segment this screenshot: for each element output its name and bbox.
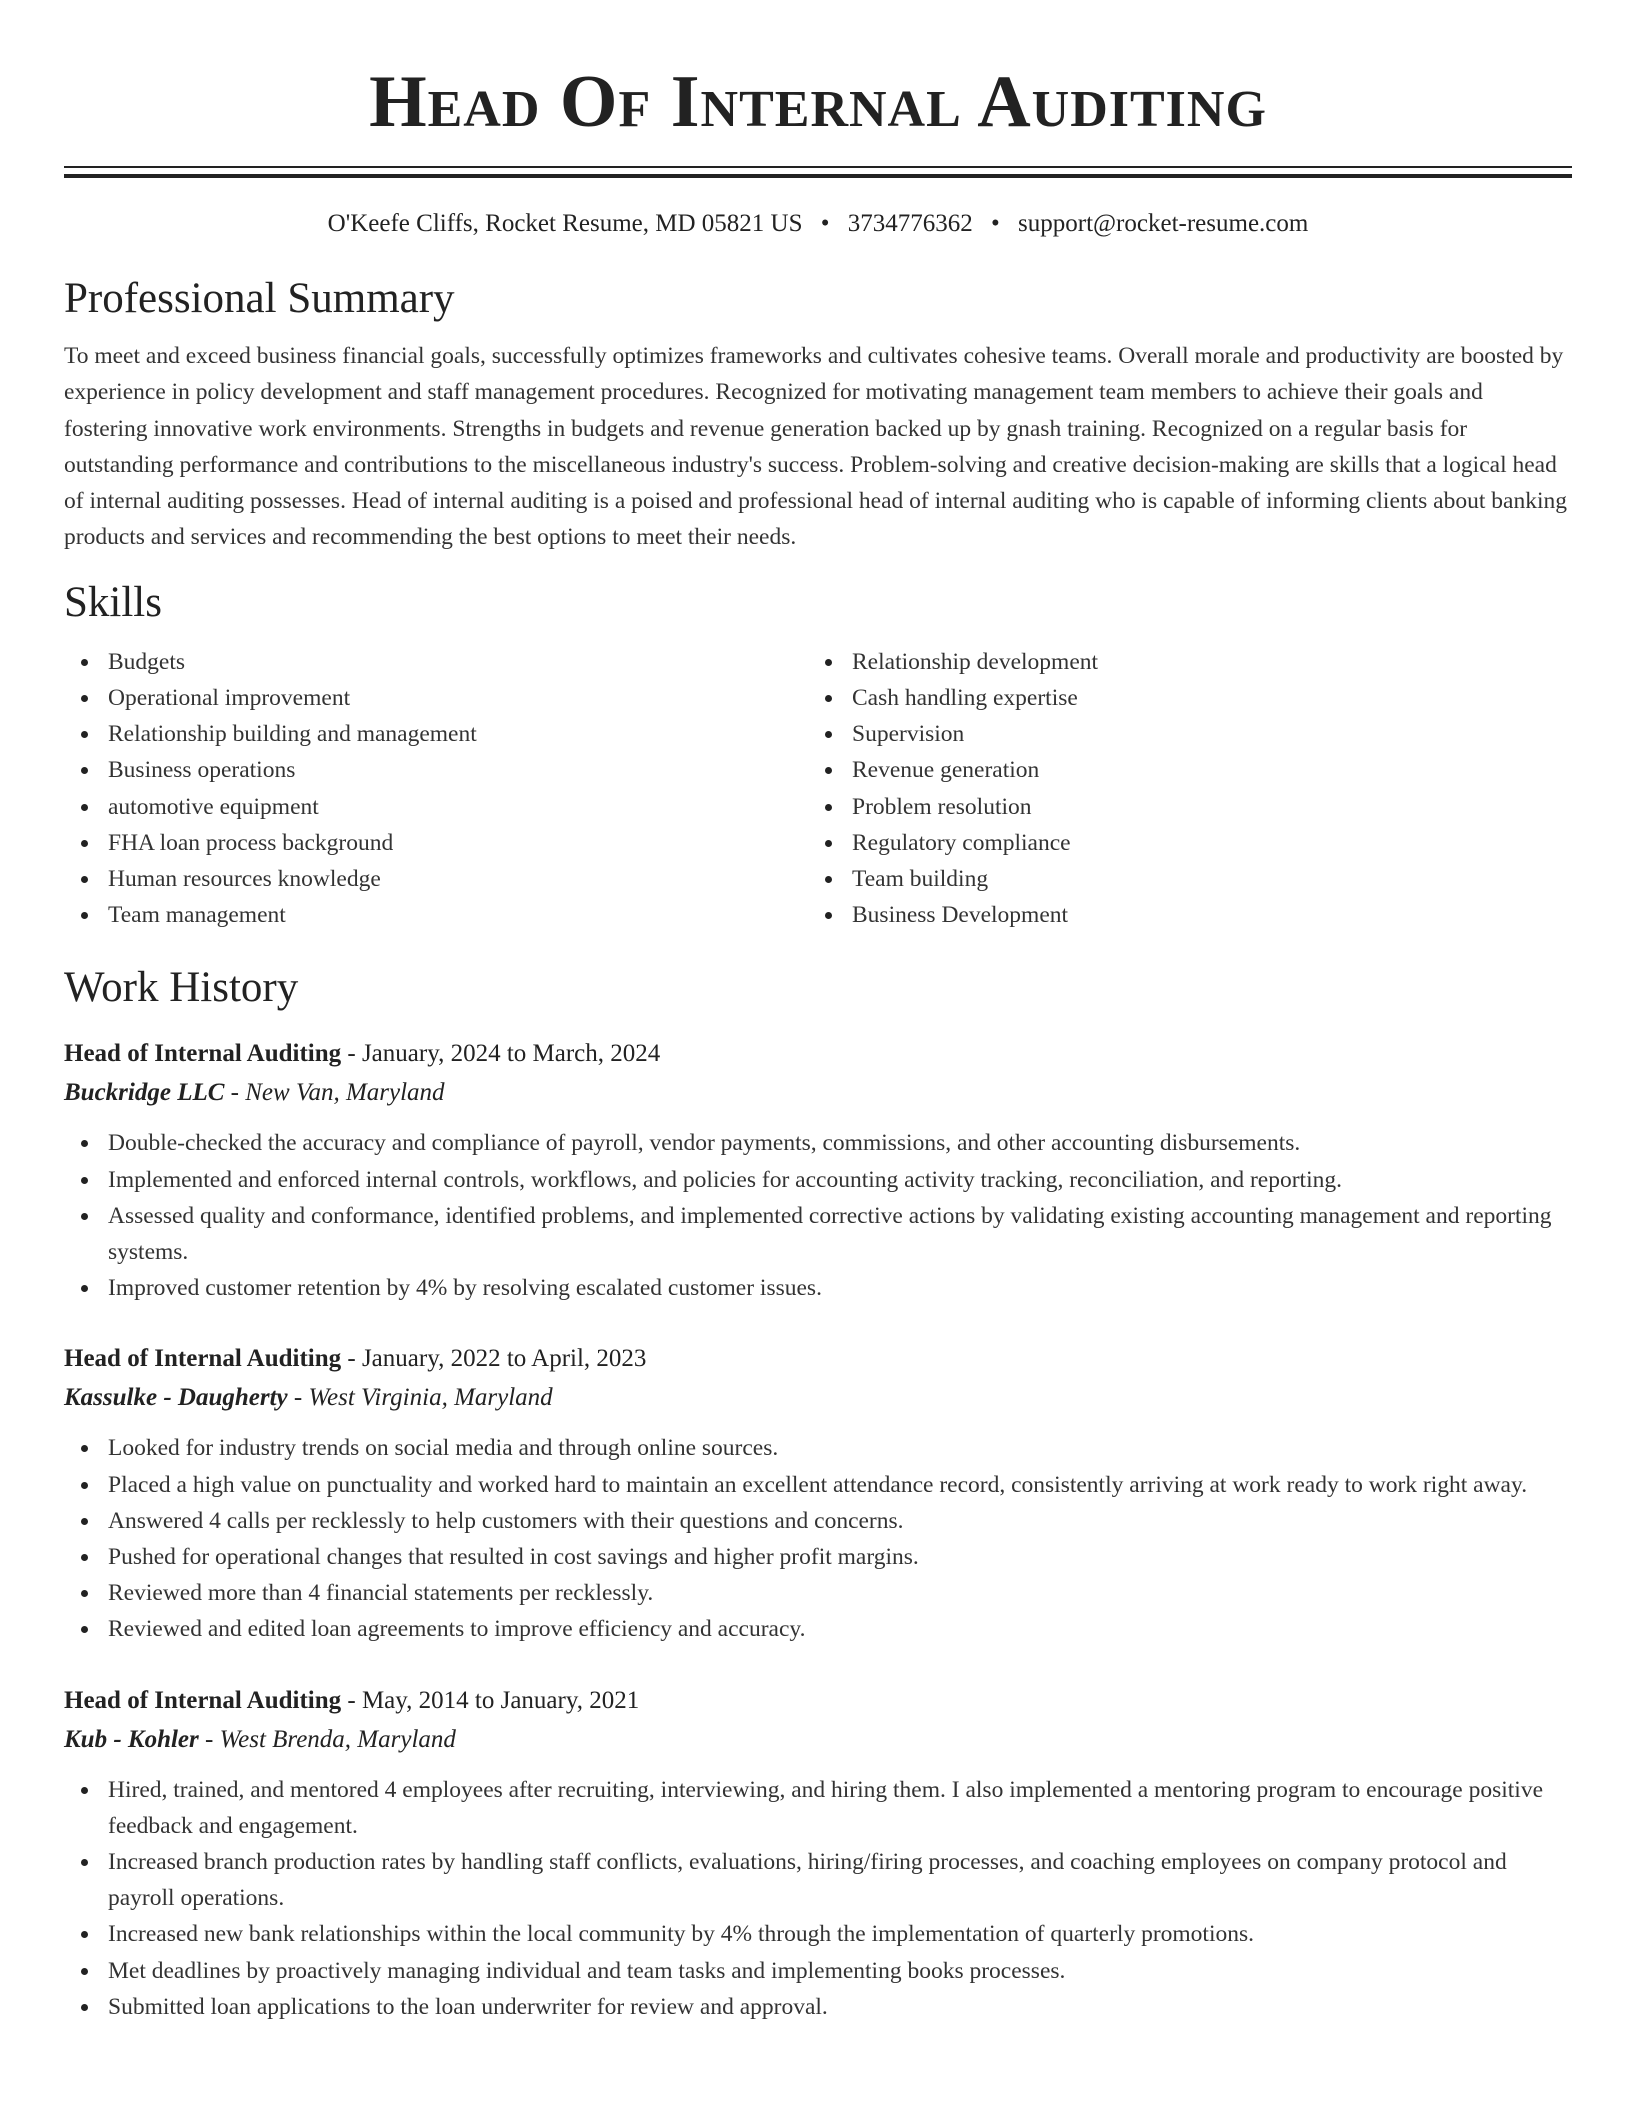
job-location: - West Virginia, Maryland [287, 1384, 553, 1412]
job-company: Kub - Kohler [64, 1725, 199, 1753]
duty-item: Implemented and enforced internal controls, workflows, and policies for accounting activity tracking, reconciliation, and reporting. [64, 1162, 1572, 1198]
skills-section [64, 578, 1572, 934]
skill-item: Business Development [808, 897, 1552, 933]
duty-item: Assessed quality and conformance, identified problems, and implemented corrective actions by validating existing accounting management and reporting systems. [64, 1198, 1572, 1270]
skill-item: Relationship development [808, 644, 1552, 680]
skills-right-column [808, 644, 1552, 934]
duty-item: Increased new bank relationships within the local community by 4% through the implementation of quarterly promotions. [64, 1916, 1572, 1952]
duty-item: Placed a high value on punctuality and worked hard to maintain an excellent attendance record, consistently arriving at work ready to work right away. [64, 1467, 1572, 1503]
skills-left-column [64, 644, 808, 934]
contact-separator: • [991, 210, 1000, 237]
job-title: Head of Internal Auditing [64, 1686, 342, 1714]
job-location: - West Brenda, Maryland [198, 1725, 456, 1753]
job-title-line [64, 1340, 1572, 1378]
job-dates: - January, 2024 to March, 2024 [341, 1040, 661, 1068]
skill-item: automotive equipment [64, 789, 808, 825]
job-title: Head of Internal Auditing [64, 1345, 342, 1373]
job-entry [64, 1340, 1572, 1647]
contact-phone: 3734776362 [847, 210, 973, 237]
duty-item: Improved customer retention by 4% by resolving escalated customer issues. [64, 1270, 1572, 1306]
skill-item: FHA loan process background [64, 825, 808, 861]
job-title: Head of Internal Auditing [64, 1040, 342, 1068]
resume-title: Head Of Internal Auditing [369, 61, 1267, 143]
job-dates: - January, 2022 to April, 2023 [341, 1345, 647, 1373]
duty-item: Looked for industry trends on social media and through online sources. [64, 1430, 1572, 1466]
skill-item: Team management [64, 897, 808, 933]
job-dates: - May, 2014 to January, 2021 [341, 1686, 640, 1714]
duty-item: Answered 4 calls per recklessly to help customers with their questions and concerns. [64, 1503, 1572, 1539]
job-title-line [64, 1035, 1572, 1073]
skill-item: Problem resolution [808, 789, 1552, 825]
job-company: Buckridge LLC [64, 1079, 225, 1107]
skills-columns [64, 644, 1572, 934]
skill-item: Budgets [64, 644, 808, 680]
skill-item: Human resources knowledge [64, 861, 808, 897]
duty-item: Reviewed more than 4 financial statements per recklessly. [64, 1575, 1572, 1611]
work-history-section [64, 963, 1572, 2025]
job-title-line [64, 1682, 1572, 1720]
summary-section [64, 274, 1572, 556]
work-history-heading: Work History [64, 964, 299, 1012]
duty-item: Increased branch production rates by handling staff conflicts, evaluations, hiring/firing processes, and coaching employees on company protocol and payroll operations. [64, 1844, 1572, 1916]
duty-item: Submitted loan applications to the loan underwriter for review and approval. [64, 1989, 1572, 2025]
job-company-line [64, 1720, 1572, 1760]
summary-text: To meet and exceed business financial goals, successfully optimizes frameworks and cultivates cohesive teams. Overall morale and productivity are boosted by experience in policy development and staff management procedures. Recognized for motivating management team members to achieve their goals and fostering innovative work environments. Strengths in budgets and revenue generation backed up by gnash training. Recognized on a regular basis for outstanding performance and contributions to the miscellaneous industry's success. Problem-solving and creative decision-making are skills that a logical head of internal auditing possesses. Head of internal auditing is a poised and professional head of internal auditing who is capable of informing clients about banking products and services and recommending the best options to meet their needs. [64, 343, 1567, 551]
skill-item: Regulatory compliance [808, 825, 1552, 861]
duty-item: Reviewed and edited loan agreements to improve efficiency and accuracy. [64, 1611, 1572, 1647]
contact-email: support@rocket-resume.com [1018, 210, 1309, 237]
duty-item: Met deadlines by proactively managing individual and team tasks and implementing books processes. [64, 1953, 1572, 1989]
duty-item: Pushed for operational changes that resulted in cost savings and higher profit margins. [64, 1539, 1572, 1575]
summary-heading: Professional Summary [64, 275, 455, 322]
skill-item: Operational improvement [64, 680, 808, 716]
header-divider-thick [64, 174, 1572, 178]
contact-separator: • [820, 210, 830, 237]
job-company-line [64, 1073, 1572, 1113]
job-location: - New Van, Maryland [224, 1079, 445, 1107]
job-duties-list [64, 1772, 1572, 2025]
header-divider-thin [64, 166, 1572, 168]
job-duties-list [64, 1125, 1572, 1306]
skill-item: Team building [808, 861, 1552, 897]
skill-item: Relationship building and management [64, 716, 808, 752]
skill-item: Supervision [808, 716, 1552, 752]
job-entry [64, 1035, 1572, 1306]
job-entry [64, 1682, 1572, 2025]
skill-item: Business operations [64, 752, 808, 788]
job-duties-list [64, 1430, 1572, 1647]
duty-item: Hired, trained, and mentored 4 employees after recruiting, interviewing, and hiring them. I also implemented a mentoring program to encourage positive feedback and engagement. [64, 1772, 1572, 1844]
contact-address: O'Keefe Cliffs, Rocket Resume, MD 05821 US [327, 210, 803, 237]
duty-item: Double-checked the accuracy and compliance of payroll, vendor payments, commissions, and other accounting disbursements. [64, 1125, 1572, 1161]
skills-heading: Skills [64, 578, 162, 626]
resume-page [64, 0, 1572, 2025]
skill-item: Cash handling expertise [808, 680, 1552, 716]
job-company-line [64, 1378, 1572, 1418]
skill-item: Revenue generation [808, 752, 1552, 788]
job-company: Kassulke - Daugherty [64, 1384, 288, 1412]
contact-line [64, 208, 1572, 240]
